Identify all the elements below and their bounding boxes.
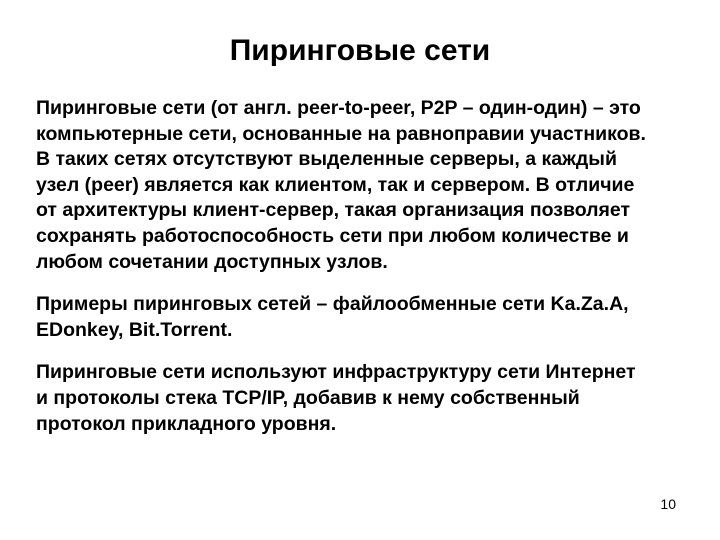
text-line: Примеры пиринговых сетей – файлообменные сети Ka.Za.A, [36, 293, 629, 316]
paragraph-infrastructure [36, 360, 696, 437]
text-line: компьютерные сети, основанные на равноправии участников. [36, 122, 646, 145]
paragraph-examples [36, 292, 696, 343]
text-line: любом сочетании доступных узлов. [36, 250, 388, 273]
text-line: от архитектуры клиент-сервер, такая организация позволяет [36, 199, 631, 222]
text-line: Пиринговые сети (от англ. peer-to-peer, P2P – один-один) – это [36, 97, 641, 119]
text-line: протокол прикладного уровня. [36, 412, 337, 435]
text-line: Пиринговые сети используют инфраструктуру сети Интернет [36, 361, 636, 384]
text-line: В таких сетях отсутствуют выделенные серверы, а каждый [36, 148, 617, 171]
text-line: и протоколы стека TCP/IP, добавив к нему собственный [36, 386, 580, 409]
page-number: 10 [660, 496, 676, 512]
text-line: узел (peer) является как клиентом, так и сервером. В отличие [36, 173, 635, 196]
text-line: EDonkey, Bit.Torrent. [36, 318, 233, 341]
paragraph-definition [36, 96, 696, 275]
text-line: сохранять работоспособность сети при любом количестве и [36, 224, 629, 247]
slide-body [36, 96, 696, 437]
slide-title: Пиринговые сети [229, 34, 491, 67]
